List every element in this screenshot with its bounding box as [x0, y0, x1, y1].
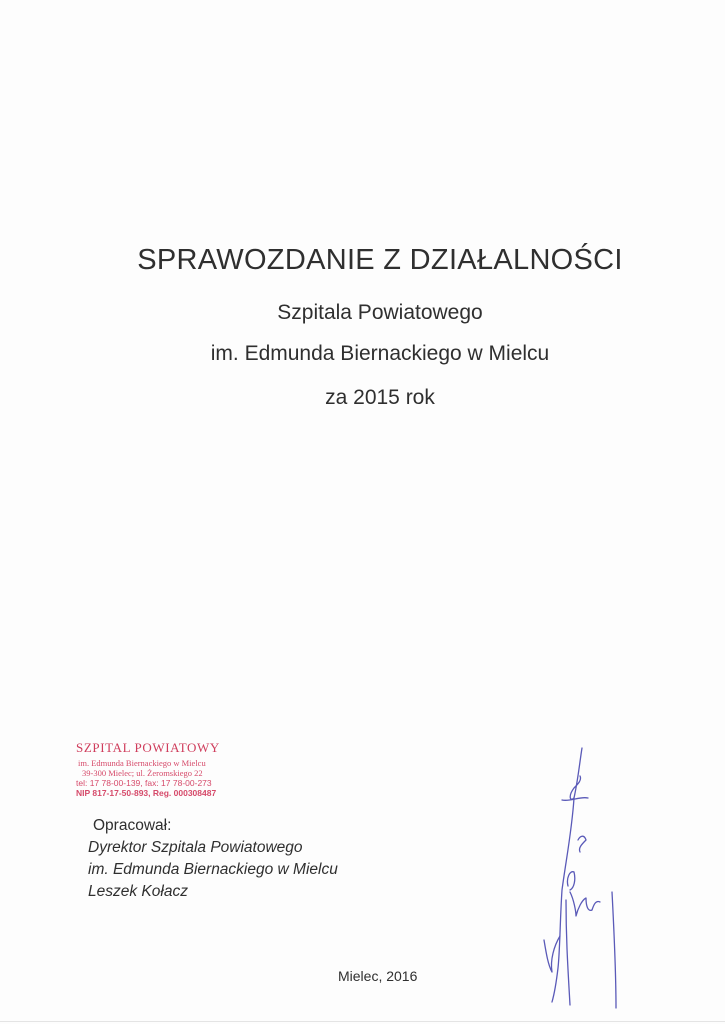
stamp-phone: tel: 17 78-00-139, fax: 17 78-00-273: [76, 778, 212, 788]
report-subtitle-hospital: Szpitala Powiatowego: [277, 301, 483, 324]
stamp-hospital-name: SZPITAL POWIATOWY: [76, 740, 220, 755]
stamp-address: 39-300 Mielec; ul. Żeromskiego 22: [82, 768, 203, 778]
handwritten-signature: [530, 740, 630, 1010]
report-subtitle-patron: im. Edmunda Biernackiego w Mielcu: [210, 342, 550, 365]
author-role: Dyrektor Szpitala Powiatowego: [88, 839, 303, 856]
report-subtitle-year: za 2015 rok: [325, 386, 435, 409]
stamp-patron: im. Edmunda Biernackiego w Mielcu: [78, 758, 206, 768]
place-and-date: Mielec, 2016: [338, 968, 418, 984]
author-name: Leszek Kołacz: [88, 883, 188, 900]
author-block: [88, 815, 338, 903]
author-institution: im. Edmunda Biernackiego w Mielcu: [88, 861, 338, 878]
report-title: SPRAWOZDANIE Z DZIAŁALNOŚCI: [137, 244, 623, 276]
page-edge-line: [0, 1021, 725, 1022]
stamp-registration: NIP 817-17-50-893, Reg. 000308487: [76, 788, 217, 798]
author-label: Opracował:: [93, 817, 172, 834]
hospital-stamp: [76, 740, 220, 798]
